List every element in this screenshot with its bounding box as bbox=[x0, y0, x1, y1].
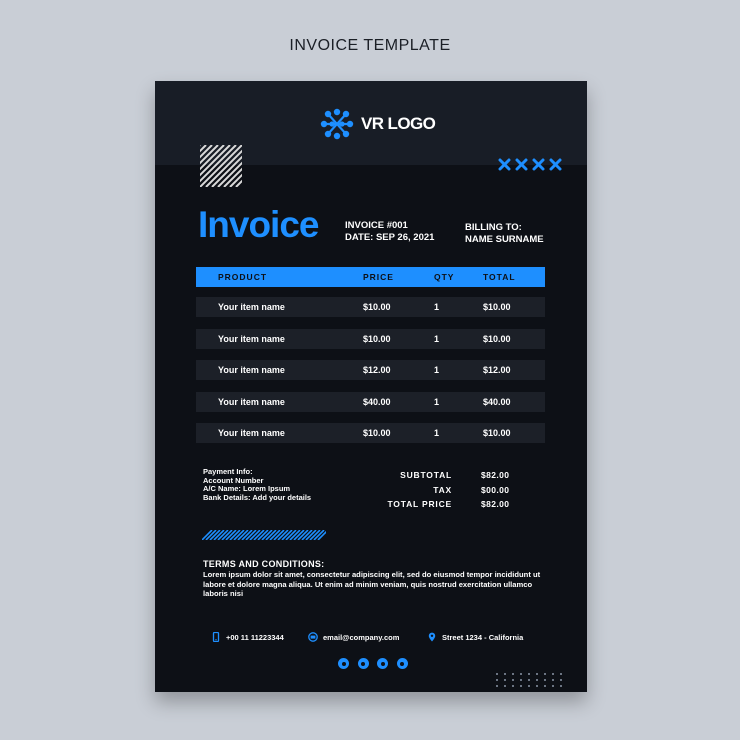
header-product: PRODUCT bbox=[218, 272, 268, 282]
hatch-bar-decoration bbox=[202, 530, 326, 540]
payment-info bbox=[203, 468, 311, 502]
terms-text: Lorem ipsum dolor sit amet, consectetur adipiscing elit, sed do eiusmod tempor incididunt ut labore et dolore magna aliqua. Ut enim ad minim veniam, quis nostrud exercitation ullamco laboris nisi bbox=[203, 570, 541, 598]
payment-title: Payment Info: bbox=[203, 467, 253, 476]
bank-details: Bank Details: Add your details bbox=[203, 492, 312, 502]
instagram-icon[interactable] bbox=[338, 658, 349, 669]
cell-product: Your item name bbox=[218, 302, 285, 312]
cell-price: $40.00 bbox=[363, 396, 391, 407]
cell-price: $10.00 bbox=[363, 428, 391, 438]
phone-icon bbox=[211, 632, 221, 642]
cell-price: $12.00 bbox=[363, 365, 391, 375]
cell-qty: 1 bbox=[434, 302, 440, 312]
cell-qty: 1 bbox=[434, 396, 440, 407]
header-total: TOTAL bbox=[483, 272, 516, 282]
phone-text: +00 11 11223344 bbox=[226, 632, 284, 642]
cell-qty: 1 bbox=[434, 428, 440, 438]
facebook-icon[interactable] bbox=[397, 658, 408, 669]
header-price: PRICE bbox=[363, 272, 394, 282]
diagonal-stripes-decoration bbox=[200, 145, 242, 187]
billing-info bbox=[465, 222, 544, 246]
social-links bbox=[338, 658, 416, 669]
totals-values bbox=[481, 468, 509, 512]
cell-qty: 1 bbox=[434, 333, 440, 344]
logo-text: VR LOGO bbox=[361, 114, 436, 133]
cell-qty: 1 bbox=[434, 365, 440, 375]
table-header bbox=[196, 267, 545, 287]
cell-price: $10.00 bbox=[363, 302, 391, 312]
table-row bbox=[196, 392, 545, 412]
logo bbox=[319, 108, 435, 140]
cell-total: $10.00 bbox=[483, 302, 511, 312]
cell-total: $40.00 bbox=[483, 396, 511, 407]
invoice-meta bbox=[345, 220, 434, 244]
dot-grid-decoration bbox=[495, 671, 565, 691]
table-row bbox=[196, 423, 545, 443]
invoice-sheet bbox=[155, 81, 587, 692]
invoice-date: DATE: SEP 26, 2021 bbox=[345, 232, 435, 243]
location-pin-icon bbox=[427, 632, 437, 642]
terms-title: TERMS AND CONDITIONS: bbox=[203, 559, 325, 569]
contact-email[interactable] bbox=[308, 632, 399, 642]
youtube-icon[interactable] bbox=[377, 658, 388, 669]
total-price-label: TOTAL PRICE bbox=[387, 499, 452, 509]
totals-labels bbox=[370, 468, 452, 512]
table-row bbox=[196, 360, 545, 380]
page-heading: INVOICE TEMPLATE bbox=[289, 37, 451, 54]
account-name: A/C Name: Lorem Ipsum bbox=[203, 484, 291, 493]
subtotal-label: SUBTOTAL bbox=[400, 470, 452, 480]
email-text[interactable]: email@company.com bbox=[323, 632, 400, 642]
address-text: Street 1234 - California bbox=[442, 632, 524, 642]
total-price-value: $82.00 bbox=[481, 499, 510, 509]
billing-label: BILLING TO: bbox=[465, 222, 522, 233]
table-row bbox=[196, 329, 545, 349]
tax-value: $00.00 bbox=[481, 484, 510, 495]
contact-address bbox=[427, 632, 523, 642]
email-icon bbox=[308, 632, 318, 642]
twitter-icon[interactable] bbox=[358, 658, 369, 669]
invoice-title: Invoice bbox=[198, 204, 319, 245]
cell-product: Your item name bbox=[218, 365, 285, 375]
cell-product: Your item name bbox=[218, 428, 285, 438]
tax-label: TAX bbox=[433, 484, 452, 495]
cell-product: Your item name bbox=[218, 396, 285, 407]
cell-total: $10.00 bbox=[483, 428, 511, 438]
cell-price: $10.00 bbox=[363, 333, 391, 344]
cell-product: Your item name bbox=[218, 333, 285, 344]
subtotal-value: $82.00 bbox=[481, 470, 510, 480]
account-number: Account Number bbox=[203, 475, 264, 485]
molecule-icon bbox=[319, 108, 355, 140]
table-row bbox=[196, 297, 545, 317]
cross-marks-decoration bbox=[497, 157, 565, 173]
billing-name: NAME SURNAME bbox=[465, 234, 544, 245]
cell-total: $10.00 bbox=[483, 333, 511, 344]
cell-total: $12.00 bbox=[483, 365, 511, 375]
contact-phone bbox=[211, 632, 284, 642]
invoice-number: INVOICE #001 bbox=[345, 220, 408, 231]
header-qty: QTY bbox=[434, 272, 455, 282]
